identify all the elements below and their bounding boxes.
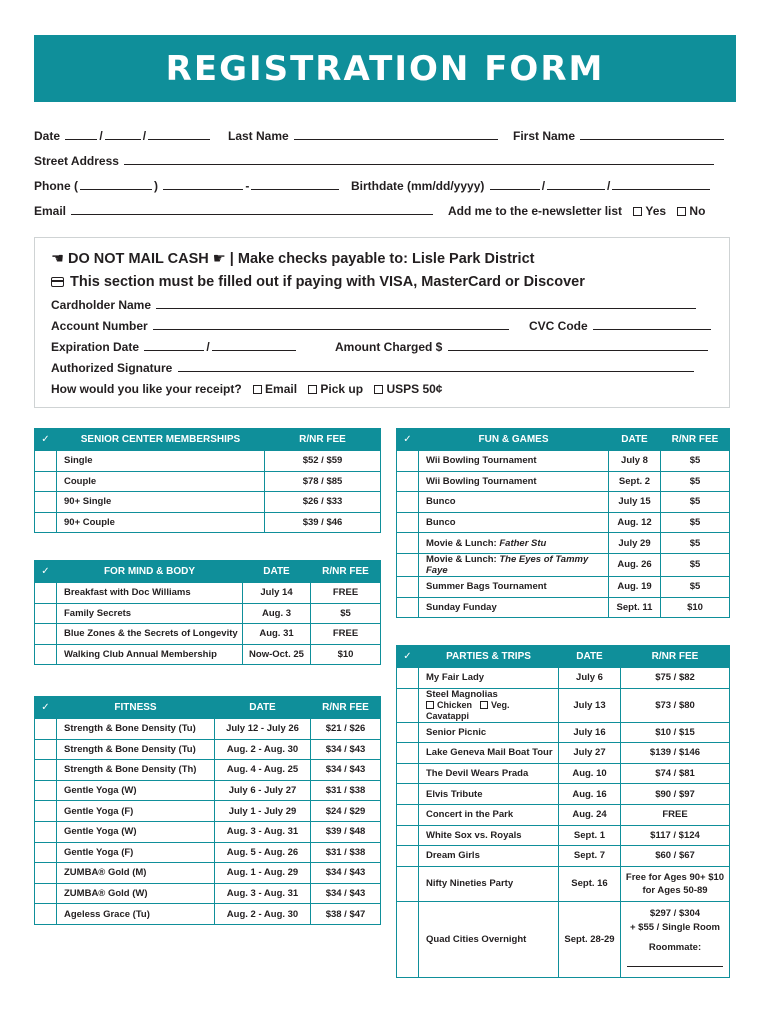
mind-header-fee: R/NR FEE [311,561,381,583]
table-row [397,901,730,977]
row-checkbox[interactable] [35,760,57,781]
item-date: Now-Oct. 25 [243,644,311,665]
row-checkbox[interactable] [397,576,419,597]
item-date: July 15 [609,492,661,513]
birth-day-field[interactable] [547,179,605,190]
email-field[interactable] [71,204,433,215]
item-date: Sept. 16 [559,866,621,901]
table-row [397,553,730,576]
row-checkbox[interactable] [397,825,419,846]
payment-section [34,237,730,408]
row-checkbox[interactable] [35,624,57,645]
senior-header-name: SENIOR CENTER MEMBERSHIPS [57,429,265,451]
table-row [35,863,381,884]
phone-line-field[interactable] [251,179,339,190]
item-fee: $10 [661,597,730,618]
item-date: July 29 [609,533,661,554]
date-row: Date / / [34,129,212,143]
item-fee [621,901,730,977]
item-fee: $26 / $33 [265,492,381,513]
row-checkbox[interactable] [35,780,57,801]
item-name: Gentle Yoga (F) [57,801,215,822]
item-date: July 27 [559,743,621,764]
parties-header-date: DATE [559,646,621,668]
item-name: Gentle Yoga (W) [57,821,215,842]
item-fee: $73 / $80 [621,688,730,722]
item-name: Bunco [419,492,609,513]
fitness-header-date: DATE [215,697,311,719]
account-row [51,319,511,333]
item-name: Summer Bags Tournament [419,576,609,597]
table-row [397,763,730,784]
row-checkbox[interactable] [397,743,419,764]
mind-body-table [34,560,381,665]
item-name: Quad Cities Overnight [419,901,559,977]
item-date: Aug. 26 [609,553,661,576]
item-fee: $5 [661,471,730,492]
title-banner [34,35,736,102]
item-name: 90+ Single [57,492,265,513]
first-name-row [513,129,726,143]
cardholder-row [51,298,698,312]
item-name [419,688,559,722]
item-date: Aug. 2 - Aug. 30 [215,904,311,925]
item-date: July 14 [243,583,311,604]
row-checkbox[interactable] [35,603,57,624]
row-checkbox[interactable] [35,821,57,842]
item-date: Aug. 2 - Aug. 30 [215,739,311,760]
last-name-field[interactable] [294,129,498,140]
table-row [397,743,730,764]
table-row [35,583,381,604]
street-row [34,154,716,168]
table-row [35,821,381,842]
fitness-header-fee: R/NR FEE [311,697,381,719]
parties-header-name: PARTIES & TRIPS [419,646,559,668]
table-row [397,688,730,722]
last-name-label: Last Name [228,129,289,143]
item-fee [621,866,730,901]
item-date: July 8 [609,451,661,472]
item-fee: $78 / $85 [265,471,381,492]
item-date: Aug. 1 - Aug. 29 [215,863,311,884]
row-checkbox[interactable] [35,842,57,863]
card-notice-text: This section must be filled out if paying with VISA, MasterCard or Discover [70,274,585,290]
first-name-label: First Name [513,129,576,143]
row-checkbox[interactable] [397,784,419,805]
mind-header-name: FOR MIND & BODY [57,561,243,583]
veg-checkbox[interactable] [480,701,488,709]
row-checkbox[interactable] [397,722,419,743]
item-date: July 12 - July 26 [215,719,311,740]
item-date: Sept. 1 [559,825,621,846]
item-fee: $75 / $82 [621,668,730,689]
fun-header-name: FUN & GAMES [419,429,609,451]
item-date: Aug. 16 [559,784,621,805]
item-fee: $74 / $81 [621,763,730,784]
senior-header-fee: R/NR FEE [265,429,381,451]
hand-left-icon: ☚ [51,251,64,267]
table-row [35,801,381,822]
street-label: Street Address [34,154,119,168]
newsletter-no-checkbox[interactable] [677,207,686,216]
table-row [397,512,730,533]
item-date: Aug. 10 [559,763,621,784]
item-name: Gentle Yoga (F) [57,842,215,863]
receipt-usps-label: USPS 50¢ [386,382,443,396]
newsletter-label: Add me to the e-newsletter list [448,204,623,218]
row-checkbox[interactable] [397,866,419,901]
item-name: Strength & Bone Density (Tu) [57,719,215,740]
receipt-pickup-checkbox[interactable] [308,385,317,394]
row-checkbox[interactable] [397,553,419,576]
row-checkbox[interactable] [397,804,419,825]
fitness-header-name: FITNESS [57,697,215,719]
item-fee: $24 / $29 [311,801,381,822]
email-row [34,204,435,218]
item-date: Aug. 24 [559,804,621,825]
date-day-field[interactable] [105,129,141,140]
item-date: Aug. 12 [609,512,661,533]
cvc-field[interactable] [593,319,711,330]
item-date: Aug. 5 - Aug. 26 [215,842,311,863]
item-name: Dream Girls [419,846,559,867]
fun-games-table [396,428,730,618]
item-fee: $39 / $48 [311,821,381,842]
item-date: Sept. 28-29 [559,901,621,977]
movie-title: Father Stu [499,537,547,549]
item-date: Sept. 7 [559,846,621,867]
item-fee: $5 [311,603,381,624]
fee-line-2: for Ages 50-89 [642,884,708,896]
account-field[interactable] [153,319,509,330]
fee-line-2: + $55 / Single Room [629,921,720,933]
table-row [35,719,381,740]
item-name: Strength & Bone Density (Th) [57,760,215,781]
table-row [397,576,730,597]
item-date: July 16 [559,722,621,743]
item-fee: $10 [311,644,381,665]
signature-label: Authorized Signature [51,361,173,375]
cash-label: DO NOT MAIL CASH [68,251,209,267]
item-name: Bunco [419,512,609,533]
row-checkbox[interactable] [397,512,419,533]
table-row [397,846,730,867]
table-row [35,780,381,801]
item-name: Strength & Bone Density (Tu) [57,739,215,760]
check-header: ✓ [35,697,57,719]
table-row [35,451,381,472]
parties-trips-table [396,645,730,978]
check-header: ✓ [397,429,419,451]
check-header: ✓ [35,429,57,451]
date-month-field[interactable] [65,129,97,140]
row-checkbox[interactable] [35,719,57,740]
item-date: July 13 [559,688,621,722]
expiration-label: Expiration Date [51,340,140,354]
item-fee: FREE [311,583,381,604]
item-name: ZUMBA® Gold (W) [57,883,215,904]
item-title: Steel Magnolias [426,688,498,700]
row-checkbox[interactable] [35,801,57,822]
row-checkbox[interactable] [397,471,419,492]
table-row [35,883,381,904]
newsletter-yes-checkbox[interactable] [633,207,642,216]
item-name [419,553,609,576]
item-fee: $38 / $47 [311,904,381,925]
roommate-field[interactable] [627,959,723,967]
item-name: Couple [57,471,265,492]
receipt-question: How would you like your receipt? [51,382,242,396]
item-name: Sunday Funday [419,597,609,618]
table-row [35,842,381,863]
item-name: White Sox vs. Royals [419,825,559,846]
date-label: Date [34,129,61,143]
item-date: Sept. 11 [609,597,661,618]
row-checkbox[interactable] [35,904,57,925]
table-row [35,603,381,624]
roommate-label: Roommate: [648,941,702,953]
item-name: 90+ Couple [57,512,265,533]
item-date: Aug. 3 - Aug. 31 [215,821,311,842]
table-row [397,722,730,743]
item-date: Aug. 31 [243,624,311,645]
amount-label: Amount Charged $ [335,340,443,354]
receipt-email-label: Email [265,382,298,396]
row-checkbox[interactable] [35,644,57,665]
phone-prefix-field[interactable] [163,179,243,190]
item-fee: $39 / $46 [265,512,381,533]
item-date: Aug. 3 [243,603,311,624]
item-date: Aug. 4 - Aug. 25 [215,760,311,781]
item-name [419,533,609,554]
item-fee: $21 / $26 [311,719,381,740]
mind-header-date: DATE [243,561,311,583]
row-checkbox[interactable] [397,533,419,554]
fee-line-1: Free for Ages 90+ $10 [625,871,725,883]
phone-label: Phone ( [34,179,78,193]
checks-label: | Make checks payable to: Lisle Park District [229,251,535,267]
phone-close: ) [154,179,158,193]
birthdate-label: Birthdate (mm/dd/yyyy) [351,179,485,193]
parties-header-fee: R/NR FEE [621,646,730,668]
item-name: Lake Geneva Mail Boat Tour [419,743,559,764]
item-name: Walking Club Annual Membership [57,644,243,665]
table-row [397,492,730,513]
table-row [397,825,730,846]
table-row [397,471,730,492]
item-fee: $31 / $38 [311,780,381,801]
item-fee: $5 [661,553,730,576]
amount-field[interactable] [448,340,708,351]
signature-field[interactable] [178,361,694,372]
table-row [397,866,730,901]
item-date: Aug. 3 - Aug. 31 [215,883,311,904]
row-checkbox[interactable] [397,846,419,867]
row-checkbox[interactable] [35,863,57,884]
birth-year-field[interactable] [612,179,710,190]
item-name: The Devil Wears Prada [419,763,559,784]
item-fee: $117 / $124 [621,825,730,846]
item-name: Senior Picnic [419,722,559,743]
expiration-row: Expiration Date / [51,340,298,354]
page-title: REGISTRATION FORM [165,48,605,89]
credit-card-icon [51,277,64,287]
row-checkbox[interactable] [35,739,57,760]
item-fee: $31 / $38 [311,842,381,863]
table-row [397,597,730,618]
item-name: Breakfast with Doc Williams [57,583,243,604]
item-name: Blue Zones & the Secrets of Longevity [57,624,243,645]
exp-month-field[interactable] [144,340,204,351]
table-row [35,644,381,665]
receipt-pickup-label: Pick up [320,382,364,396]
table-row [397,784,730,805]
table-row [397,451,730,472]
row-checkbox[interactable] [397,668,419,689]
item-name: My Fair Lady [419,668,559,689]
newsletter-yes-label: Yes [645,204,667,218]
row-checkbox[interactable] [35,451,57,472]
veg-label: Veg. Cavatappi [426,699,510,721]
item-fee: $5 [661,512,730,533]
street-field[interactable] [124,154,714,165]
table-row [35,512,381,533]
item-fee: $5 [661,451,730,472]
fun-header-date: DATE [609,429,661,451]
chicken-checkbox[interactable] [426,701,434,709]
item-name: Nifty Nineties Party [419,866,559,901]
receipt-email-checkbox[interactable] [253,385,262,394]
item-fee: $5 [661,533,730,554]
fee-line-1: $297 / $304 [649,907,701,919]
cardholder-field[interactable] [156,298,696,309]
row-checkbox[interactable] [397,901,419,977]
signature-row [51,361,696,375]
item-fee: $5 [661,492,730,513]
first-name-field[interactable] [580,129,724,140]
fun-header-fee: R/NR FEE [661,429,730,451]
item-fee: $52 / $59 [265,451,381,472]
row-checkbox[interactable] [397,492,419,513]
item-date: Sept. 2 [609,471,661,492]
newsletter-row [448,204,705,218]
table-row [35,492,381,513]
item-fee: FREE [311,624,381,645]
cvc-row [529,319,713,333]
hand-right-icon: ☛ [212,251,226,267]
table-row [397,533,730,554]
row-checkbox[interactable] [397,688,419,722]
item-name: Wii Bowling Tournament [419,471,609,492]
fitness-table [34,696,381,925]
row-checkbox[interactable] [35,512,57,533]
amount-row [335,340,710,354]
check-header: ✓ [397,646,419,668]
item-date: July 6 [559,668,621,689]
phone-area-field[interactable] [80,179,152,190]
card-notice [51,274,585,290]
table-row [35,760,381,781]
item-name: Single [57,451,265,472]
item-name: Elvis Tribute [419,784,559,805]
table-row [35,904,381,925]
item-date: July 1 - July 29 [215,801,311,822]
senior-memberships-table [34,428,381,533]
phone-row: Phone ( ) - [34,179,341,193]
item-date: Aug. 19 [609,576,661,597]
chicken-label: Chicken [437,699,473,710]
item-name: Ageless Grace (Tu) [57,904,215,925]
birth-month-field[interactable] [490,179,540,190]
item-fee: FREE [621,804,730,825]
row-checkbox[interactable] [397,763,419,784]
item-fee: $60 / $67 [621,846,730,867]
row-checkbox[interactable] [35,883,57,904]
item-name: Gentle Yoga (W) [57,780,215,801]
item-fee: $139 / $146 [621,743,730,764]
item-fee: $34 / $43 [311,883,381,904]
cardholder-label: Cardholder Name [51,298,152,312]
meal-choice [426,700,555,722]
movie-title: The Eyes of Tammy Faye [426,553,589,576]
row-checkbox[interactable] [35,471,57,492]
row-checkbox[interactable] [397,451,419,472]
item-fee: $34 / $43 [311,760,381,781]
item-fee: $5 [661,576,730,597]
item-fee: $90 / $97 [621,784,730,805]
birthdate-row: Birthdate (mm/dd/yyyy) / / [351,179,712,193]
receipt-row [51,382,442,396]
table-row [35,471,381,492]
item-fee: $34 / $43 [311,739,381,760]
item-fee: $10 / $15 [621,722,730,743]
account-label: Account Number [51,319,148,333]
item-name-prefix: Movie & Lunch: [426,553,500,565]
table-row [35,739,381,760]
exp-year-field[interactable] [212,340,296,351]
item-name: Family Secrets [57,603,243,624]
item-name: Wii Bowling Tournament [419,451,609,472]
item-name: ZUMBA® Gold (M) [57,863,215,884]
item-fee: $34 / $43 [311,863,381,884]
check-header: ✓ [35,561,57,583]
cash-notice [51,251,534,267]
row-checkbox[interactable] [397,597,419,618]
item-date: July 6 - July 27 [215,780,311,801]
item-name-prefix: Movie & Lunch: [426,537,500,549]
item-name: Concert in the Park [419,804,559,825]
email-label: Email [34,204,67,218]
row-checkbox[interactable] [35,583,57,604]
last-name-row [228,129,500,143]
cvc-label: CVC Code [529,319,588,333]
newsletter-no-label: No [689,204,706,218]
receipt-usps-checkbox[interactable] [374,385,383,394]
table-row [397,668,730,689]
date-year-field[interactable] [148,129,210,140]
table-row [35,624,381,645]
row-checkbox[interactable] [35,492,57,513]
table-row [397,804,730,825]
